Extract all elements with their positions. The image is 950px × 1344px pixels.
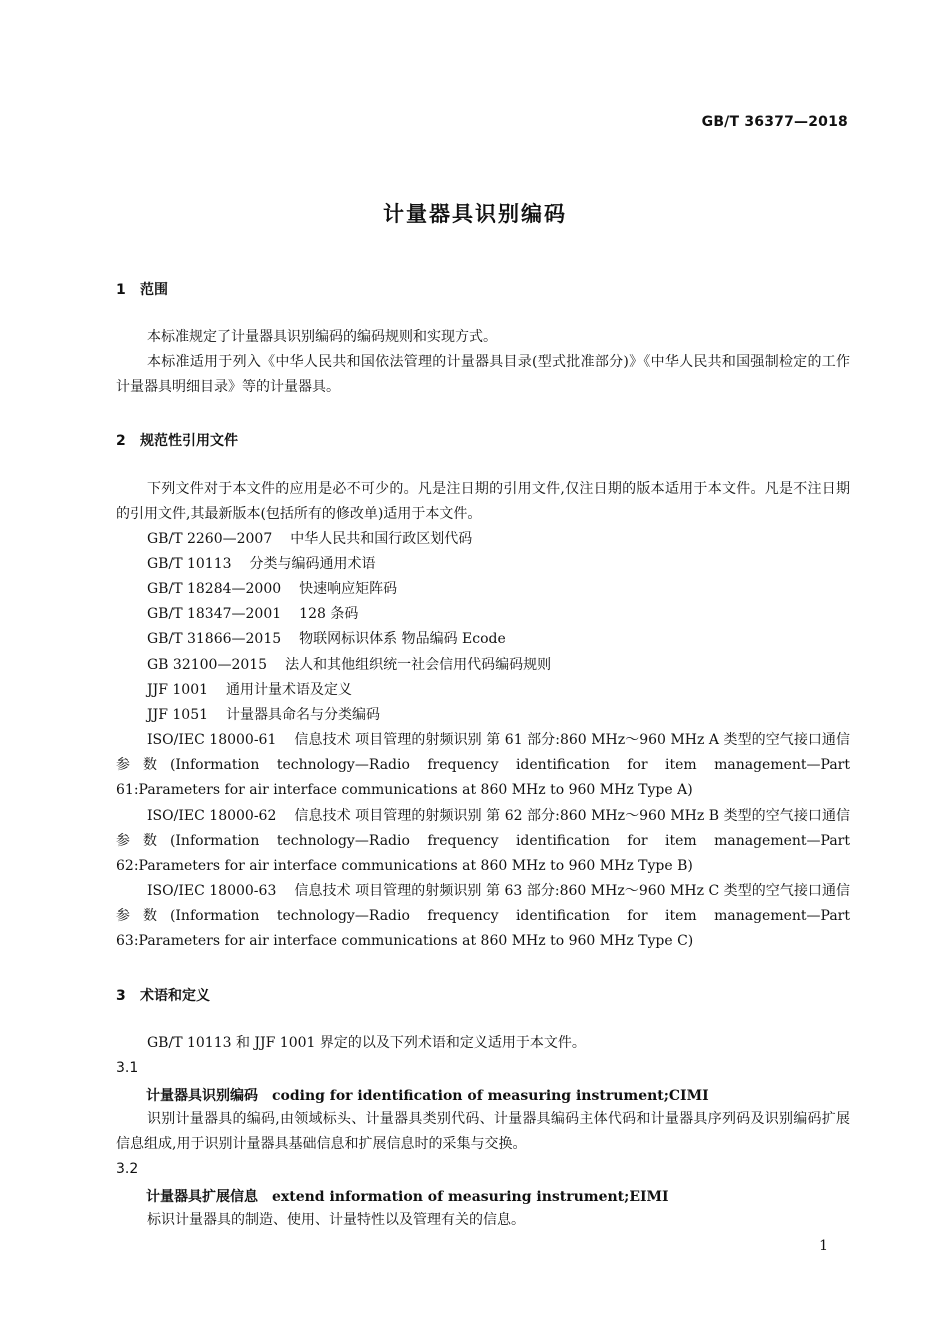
reference-title: 128 条码: [299, 606, 359, 622]
reference-item: [116, 728, 850, 804]
section-title: 术语和定义: [140, 988, 210, 1004]
section-1-heading: [116, 279, 168, 299]
reference-item: [116, 653, 850, 678]
section-2-intro: 下列文件对于本文件的应用是必不可少的。凡是注日期的引用文件,仅注日期的版本适用于本文件。凡是不注日期的引用文件,其最新版本(包括所有的修改单)适用于本文件。: [116, 481, 850, 523]
section-number: 3: [116, 988, 126, 1004]
reference-item: [116, 879, 850, 955]
section-title: 范围: [140, 282, 168, 298]
reference-title: 中华人民共和国行政区划代码: [290, 531, 473, 547]
reference-item: [116, 703, 850, 728]
section-3-intro: GB/T 10113 和 JJF 1001 界定的以及下列术语和定义适用于本文件。: [147, 1035, 586, 1051]
reference-item: [116, 552, 850, 577]
document-title: 计量器具识别编码: [383, 202, 567, 226]
reference-code: ISO/IEC 18000-63: [147, 883, 277, 899]
term-heading: [146, 1186, 669, 1206]
reference-item: [116, 577, 850, 602]
reference-title: 分类与编码通用术语: [249, 556, 376, 572]
term-number: 3.1: [116, 1060, 139, 1076]
reference-title: 信息技术 项目管理的射频识别 第 62 部分:860 MHz～960 MHz B 类型的空气接口通信参数(Information technology—Radio frequency identification for item management—Part 62:Parameters for air interface communications at 860 MHz to 960 MHz Type B): [116, 808, 851, 875]
standard-number: GB/T 36377—2018: [701, 114, 848, 130]
reference-title: 快速响应矩阵码: [299, 581, 398, 597]
reference-code: GB/T 2260—2007: [147, 531, 273, 547]
term-en: extend information of measuring instrument;EIMI: [272, 1189, 669, 1205]
page-number: 1: [819, 1238, 828, 1254]
reference-code: GB/T 18347—2001: [147, 606, 282, 622]
term-definition: 识别计量器具的编码,由领域标头、计量器具类别代码、计量器具编码主体代码和计量器具序列码及识别编码扩展信息组成,用于识别计量器具基础信息和扩展信息时的采集与交换。: [116, 1111, 850, 1153]
section-number: 2: [116, 433, 126, 449]
term-definition: 标识计量器具的制造、使用、计量特性以及管理有关的信息。: [147, 1212, 525, 1228]
reference-item: [116, 627, 850, 652]
reference-item: [116, 804, 850, 880]
reference-title: 信息技术 项目管理的射频识别 第 63 部分:860 MHz～960 MHz C 类型的空气接口通信参数(Information technology—Radio frequency identification for item management—Part 63:Parameters for air interface communications at 860 MHz to 960 MHz Type C): [116, 883, 850, 950]
section-3-heading: [116, 985, 210, 1005]
reference-code: JJF 1051: [147, 707, 209, 723]
term-number: 3.2: [116, 1161, 139, 1177]
reference-item: [116, 678, 850, 703]
reference-title: 计量器具命名与分类编码: [226, 707, 381, 723]
term-en: coding for identification of measuring instrument;CIMI: [272, 1088, 709, 1104]
reference-title: 通用计量术语及定义: [226, 682, 353, 698]
section-1-paragraph-2: 本标准适用于列入《中华人民共和国依法管理的计量器具目录(型式批准部分)》《中华人民共和国强制检定的工作计量器具明细目录》等的计量器具。: [116, 354, 850, 396]
reference-title: 物联网标识体系 物品编码 Ecode: [299, 631, 506, 647]
reference-item: [116, 527, 850, 552]
term-zh: 计量器具识别编码: [146, 1088, 258, 1104]
section-2-heading: [116, 430, 238, 450]
reference-item: [116, 602, 850, 627]
reference-title: 法人和其他组织统一社会信用代码编码规则: [285, 657, 552, 673]
reference-code: GB/T 10113: [147, 556, 232, 572]
reference-code: GB 32100—2015: [147, 657, 268, 673]
reference-code: GB/T 18284—2000: [147, 581, 282, 597]
reference-code: GB/T 31866—2015: [147, 631, 282, 647]
term-heading: [146, 1085, 709, 1105]
reference-code: ISO/IEC 18000-61: [147, 732, 277, 748]
reference-code: ISO/IEC 18000-62: [147, 808, 277, 824]
reference-code: JJF 1001: [147, 682, 209, 698]
section-1-paragraph-1: 本标准规定了计量器具识别编码的编码规则和实现方式。: [147, 329, 497, 345]
reference-title: 信息技术 项目管理的射频识别 第 61 部分:860 MHz～960 MHz A 类型的空气接口通信参数(Information technology—Radio frequency identification for item management—Part 61:Parameters for air interface communications at 860 MHz to 960 MHz Type A): [116, 732, 850, 799]
section-title: 规范性引用文件: [140, 433, 238, 449]
term-zh: 计量器具扩展信息: [146, 1189, 258, 1205]
section-number: 1: [116, 282, 126, 298]
